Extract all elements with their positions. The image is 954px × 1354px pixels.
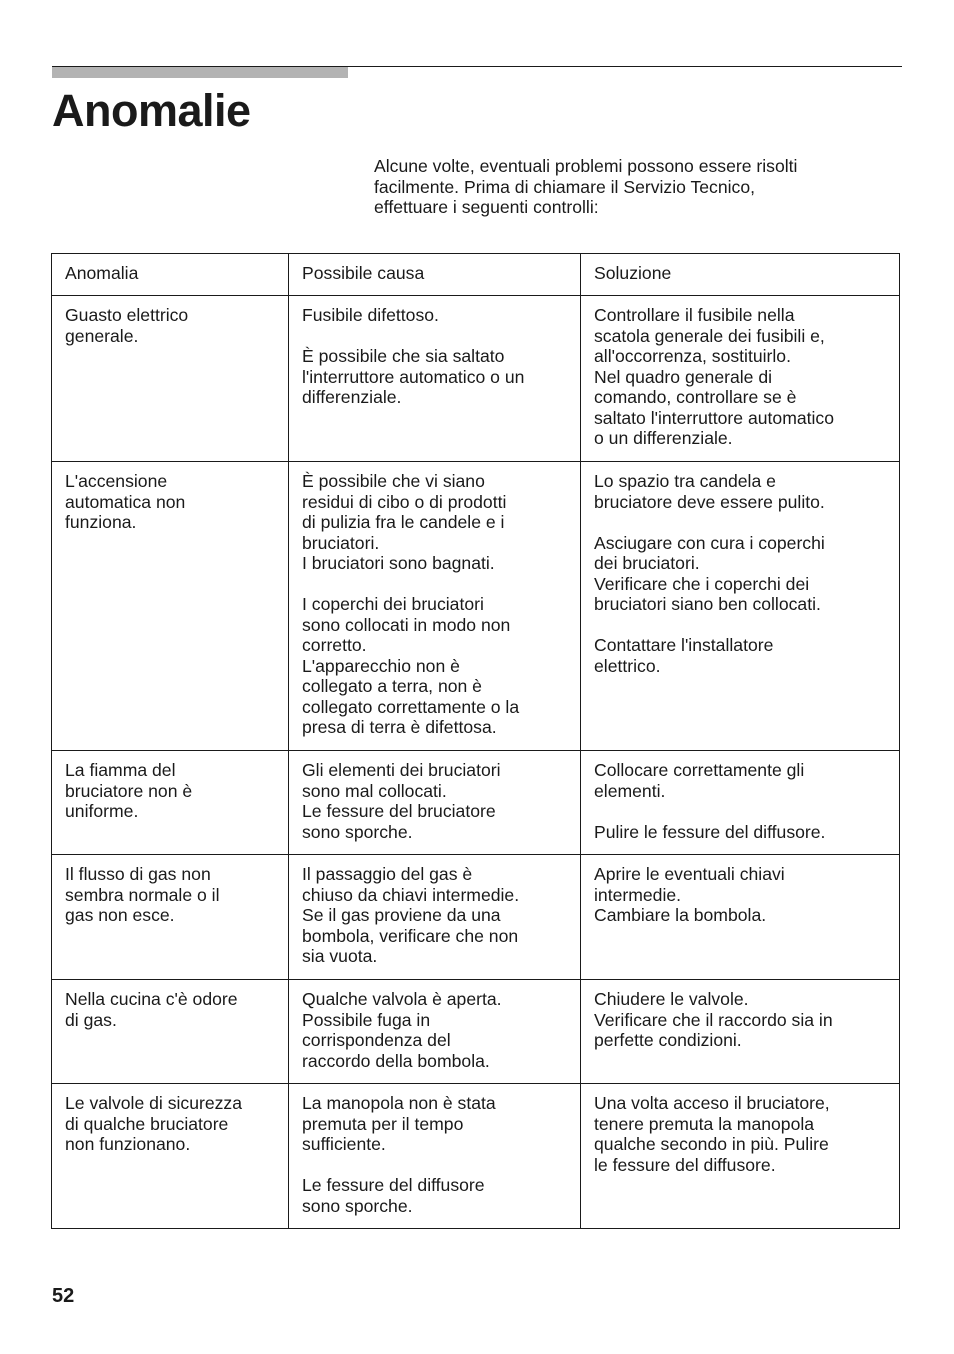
anomaly-cell	[52, 1084, 289, 1229]
anomaly-cell	[52, 980, 289, 1084]
cell-text-line: collegato correttamente o la	[302, 696, 520, 717]
cell-text-line: bombola, verificare che non	[302, 925, 519, 946]
cell-text-line: saltato l'interruttore automatico	[594, 407, 835, 428]
cell-text-line: Verificare che il raccordo sia in	[594, 1009, 833, 1030]
table-row	[52, 855, 900, 980]
page-title: Anomalie	[52, 85, 251, 136]
cell-text-line: collegato a terra, non è	[302, 676, 482, 696]
cell-text-line: L'accensione	[65, 471, 168, 491]
cause-cell	[289, 1084, 581, 1229]
cell-paragraph	[594, 822, 889, 843]
cell-paragraph	[302, 305, 570, 326]
intro-line: effettuare i seguenti controlli:	[374, 197, 599, 217]
cell-text-line: funziona.	[65, 512, 137, 532]
cell-paragraph	[302, 760, 570, 842]
cell-text-line: tenere premuta la manopola	[594, 1113, 815, 1134]
anomaly-cell	[52, 462, 289, 751]
cell-paragraph	[65, 471, 278, 533]
cell-text-line: qualche secondo in più. Pulire	[594, 1134, 829, 1154]
cell-text-line: Le fessure del diffusore	[302, 1175, 485, 1195]
cell-paragraph	[594, 533, 889, 615]
cell-text-line: Chiudere le valvole.	[594, 989, 749, 1009]
intro-paragraph	[374, 156, 904, 218]
cell-text-line: uniforme.	[65, 801, 139, 821]
cell-text-line: sembra normale o il	[65, 884, 220, 905]
cell-text-line: I coperchi dei bruciatori	[302, 594, 484, 614]
cell-text-line: L'apparecchio non è	[302, 655, 460, 676]
cell-text-line: di qualche bruciatore	[65, 1113, 229, 1134]
cell-text-line: differenziale.	[302, 387, 402, 407]
cell-text-line: elementi.	[594, 780, 666, 801]
cell-paragraph	[302, 864, 570, 967]
cell-text-line: sono sporche.	[302, 1195, 413, 1216]
cell-text-line: scatola generale dei fusibili e,	[594, 325, 825, 346]
cell-text-line: bruciatori siano ben collocati.	[594, 594, 821, 614]
cause-cell	[289, 751, 581, 855]
cell-paragraph	[594, 471, 889, 512]
column-header-solution: Soluzione	[581, 254, 900, 296]
cell-paragraph	[65, 989, 278, 1030]
cell-text-line: presa di terra è difettosa.	[302, 717, 497, 737]
cell-text-line: Collocare correttamente gli	[594, 760, 805, 780]
cell-text-line: sono mal collocati.	[302, 780, 447, 801]
cell-text-line: La fiamma del	[65, 760, 176, 780]
table-row	[52, 1084, 900, 1229]
cell-text-line: Gli elementi dei bruciatori	[302, 760, 501, 780]
cell-text-line: automatica non	[65, 491, 186, 512]
cell-text-line: sono collocati in modo non	[302, 614, 511, 635]
cell-text-line: corrispondenza del	[302, 1030, 451, 1050]
cell-paragraph	[302, 594, 570, 738]
cell-text-line: l'interruttore automatico o un	[302, 366, 525, 387]
cell-text-line: Controllare il fusibile nella	[594, 305, 795, 325]
cell-text-line: È possibile che vi siano	[302, 471, 485, 491]
column-header-anomaly: Anomalia	[52, 254, 289, 296]
cell-text-line: generale.	[65, 325, 139, 346]
cell-text-line: Nel quadro generale di	[594, 366, 773, 387]
cell-text-line: Nella cucina c'è odore	[65, 989, 238, 1009]
cell-text-line: le fessure del diffusore.	[594, 1154, 776, 1175]
cell-text-line: di pulizia fra le candele e i	[302, 512, 505, 532]
solution-cell	[581, 1084, 900, 1229]
cell-text-line: Cambiare la bombola.	[594, 905, 767, 925]
anomaly-cell	[52, 751, 289, 855]
cell-text-line: La manopola non è stata	[302, 1093, 496, 1113]
intro-line: facilmente. Prima di chiamare il Servizio Tecnico,	[374, 176, 756, 197]
cell-text-line: sufficiente.	[302, 1134, 386, 1154]
cell-text-line: Le fessure del bruciatore	[302, 801, 496, 821]
cell-text-line: bruciatore deve essere pulito.	[594, 491, 825, 512]
cell-text-line: Il passaggio del gas è	[302, 864, 473, 884]
cell-text-line: Guasto elettrico	[65, 305, 189, 325]
solution-cell	[581, 751, 900, 855]
cell-text-line: Il flusso di gas non	[65, 864, 211, 884]
table-body	[52, 296, 900, 1229]
solution-cell	[581, 462, 900, 751]
cell-text-line: gas non esce.	[65, 905, 175, 925]
cell-paragraph	[594, 1093, 889, 1175]
cell-text-line: Una volta acceso il bruciatore,	[594, 1093, 830, 1113]
cell-paragraph	[65, 760, 278, 822]
cell-text-line: elettrico.	[594, 655, 661, 676]
header-accent-bar	[52, 67, 348, 78]
table-header-row	[52, 254, 900, 296]
table-row	[52, 980, 900, 1084]
cell-paragraph	[65, 864, 278, 926]
table-row	[52, 296, 900, 462]
cell-paragraph	[594, 635, 889, 676]
cause-cell	[289, 855, 581, 980]
cell-text-line: Contattare l'installatore	[594, 635, 774, 655]
cell-paragraph	[302, 1093, 570, 1155]
cell-paragraph	[594, 864, 889, 926]
cell-text-line: di gas.	[65, 1009, 117, 1030]
cell-text-line: perfette condizioni.	[594, 1030, 742, 1050]
cell-paragraph	[302, 1175, 570, 1216]
intro-line: Alcune volte, eventuali problemi possono essere risolti	[374, 156, 798, 176]
cell-text-line: intermedie.	[594, 884, 682, 905]
cell-text-line: sono sporche.	[302, 821, 413, 842]
cause-cell	[289, 462, 581, 751]
table-row	[52, 462, 900, 751]
cell-paragraph	[302, 471, 570, 574]
troubleshooting-table	[51, 253, 900, 1229]
cell-text-line: dei bruciatori.	[594, 553, 700, 573]
table-row	[52, 751, 900, 855]
cell-paragraph	[594, 305, 889, 449]
cell-text-line: sia vuota.	[302, 946, 378, 966]
cell-text-line: Possibile fuga in	[302, 1009, 431, 1030]
cell-paragraph	[65, 305, 278, 346]
column-header-cause: Possibile causa	[289, 254, 581, 296]
anomaly-cell	[52, 296, 289, 462]
cell-paragraph	[594, 989, 889, 1051]
cell-text-line: Fusibile difettoso.	[302, 305, 439, 325]
solution-cell	[581, 855, 900, 980]
solution-cell	[581, 980, 900, 1084]
cell-text-line: bruciatore non è	[65, 780, 193, 801]
solution-cell	[581, 296, 900, 462]
cell-paragraph	[65, 1093, 278, 1155]
cell-text-line: residui di cibo o di prodotti	[302, 491, 507, 512]
cell-paragraph	[302, 346, 570, 408]
anomaly-cell	[52, 855, 289, 980]
cell-text-line: Le valvole di sicurezza	[65, 1093, 243, 1113]
page-number: 52	[52, 1285, 75, 1307]
cell-paragraph	[302, 989, 570, 1071]
cell-text-line: Pulire le fessure del diffusore.	[594, 821, 826, 842]
cell-text-line: bruciatori.	[302, 532, 380, 553]
cell-text-line: non funzionano.	[65, 1134, 191, 1154]
cell-text-line: Verificare che i coperchi dei	[594, 573, 810, 594]
cell-text-line: I bruciatori sono bagnati.	[302, 553, 495, 573]
cell-text-line: chiuso da chiavi intermedie.	[302, 884, 520, 905]
cell-text-line: Qualche valvola è aperta.	[302, 989, 502, 1009]
cell-text-line: È possibile che sia saltato	[302, 346, 505, 366]
cause-cell	[289, 296, 581, 462]
cell-paragraph	[594, 760, 889, 801]
cell-text-line: all'occorrenza, sostituirlo.	[594, 346, 791, 366]
cell-text-line: o un differenziale.	[594, 428, 733, 448]
cell-text-line: Aprire le eventuali chiavi	[594, 864, 785, 884]
cell-text-line: premuta per il tempo	[302, 1113, 464, 1134]
cell-text-line: raccordo della bombola.	[302, 1050, 490, 1071]
cell-text-line: Asciugare con cura i coperchi	[594, 532, 825, 553]
cell-text-line: Lo spazio tra candela e	[594, 471, 776, 491]
cell-text-line: corretto.	[302, 635, 367, 655]
cell-text-line: Se il gas proviene da una	[302, 905, 501, 925]
cause-cell	[289, 980, 581, 1084]
cell-text-line: comando, controllare se è	[594, 387, 797, 407]
